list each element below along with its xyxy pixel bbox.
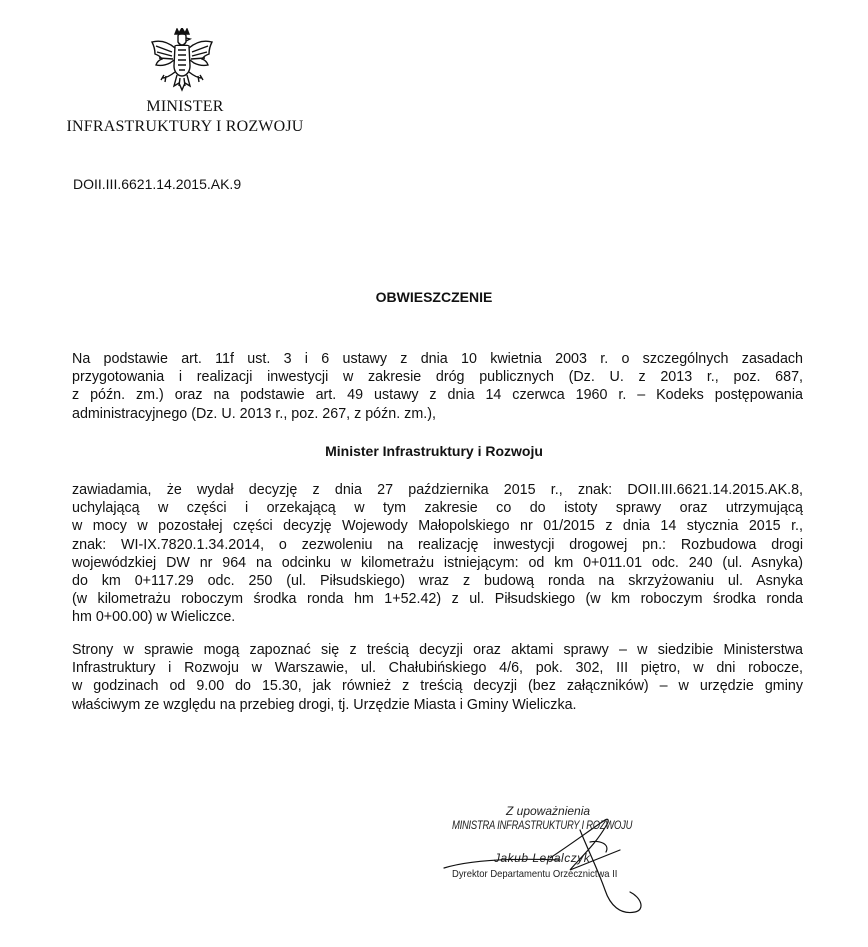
handwritten-signature bbox=[430, 790, 680, 940]
paragraph-line: znak: WI-IX.7820.1.34.2014, o zezwoleniu na realizację inwestycji drogowej pn.: Rozbudowa drogi bbox=[72, 536, 803, 553]
paragraph-line: administracyjnego (Dz. U. 2013 r., poz. 267, z późn. zm.), bbox=[72, 405, 436, 422]
paragraph-line: właściwym ze względu na przebieg drogi, tj. Urzędzie Miasta i Gminy Wieliczka. bbox=[72, 696, 577, 713]
paragraph-legal-basis bbox=[72, 350, 803, 423]
ministry-name-line1: MINISTER bbox=[146, 98, 224, 115]
authority-heading: Minister Infrastruktury i Rozwoju bbox=[325, 443, 543, 459]
paragraph-line: hm 0+00.00) w Wieliczce. bbox=[72, 609, 236, 626]
paragraph-line: Infrastruktury i Rozwoju w Warszawie, ul. Chałubińskiego 4/6, pok. 302, III piętro, w dni robocze, bbox=[72, 660, 803, 677]
paragraph-line: w mocy w pozostałej części decyzję Wojewody Małopolskiego nr 01/2015 z dnia 14 stycznia 2015 r., bbox=[72, 518, 803, 535]
paragraph-line: z późn. zm.) oraz na podstawie art. 49 ustawy z dnia 14 czerwca 1960 r. – Kodeks postępowania bbox=[72, 387, 803, 404]
document-title: OBWIESZCZENIE bbox=[375, 289, 493, 305]
paragraph-line: (w kilometrażu roboczym środka ronda hm 1+52.42) z ul. Piłsudskiego (w km roboczym środka ronda bbox=[72, 591, 803, 608]
paragraph-line: uchylającą w części i orzekającą w tym zakresie co do istoty sprawy oraz utrzymującą bbox=[72, 500, 803, 517]
signature-name: Jakub Lepalczyk bbox=[494, 851, 591, 865]
signature-authorization: Z upoważnienia bbox=[506, 804, 591, 818]
ministry-name-line2: INFRASTRUKTURY I ROZWOJU bbox=[66, 118, 304, 135]
paragraph-decision bbox=[72, 481, 803, 627]
signature-position: Dyrektor Departamentu Orzecznictwa II bbox=[452, 868, 618, 880]
paragraph-line: do km 0+117.29 odc. 250 (ul. Piłsudskiego) wraz z budową ronda na skrzyżowaniu ul. Asnyka bbox=[72, 573, 803, 590]
paragraph-line: Strony w sprawie mogą zapoznać się z treścią decyzji oraz aktami sprawy – w siedzibie Ministerstwa bbox=[72, 642, 803, 658]
polish-eagle-icon bbox=[148, 28, 216, 98]
paragraph-line: Na podstawie art. 11f ust. 3 i 6 ustawy z dnia 10 kwietnia 2003 r. o szczególnych zasadach bbox=[72, 351, 803, 367]
paragraph-line: wojewódzkiej DW nr 964 na odcinku w kilometrażu istniejącym: od km 0+011.01 odc. 240 (ul. Asnyka) bbox=[72, 554, 803, 571]
paragraph-line: zawiadamia, że wydał decyzję z dnia 27 października 2015 r., znak: DOII.III.6621.14.2015.AK.8, bbox=[72, 482, 803, 498]
paragraph-line: przygotowania i realizacji inwestycji w zakresie dróg publicznych (Dz. U. z 2013 r., poz. 687, bbox=[72, 369, 803, 386]
reference-number: DOII.III.6621.14.2015.AK.9 bbox=[73, 176, 242, 192]
signature-stamp-ministry: MINISTRA INFRASTRUKTURY I ROZWOJU bbox=[452, 820, 633, 832]
paragraph-access-info bbox=[72, 641, 803, 714]
paragraph-line: w godzinach od 9.00 do 15.30, jak również z treścią decyzji (bez załączników) – w urzędzie gminy bbox=[72, 678, 803, 695]
